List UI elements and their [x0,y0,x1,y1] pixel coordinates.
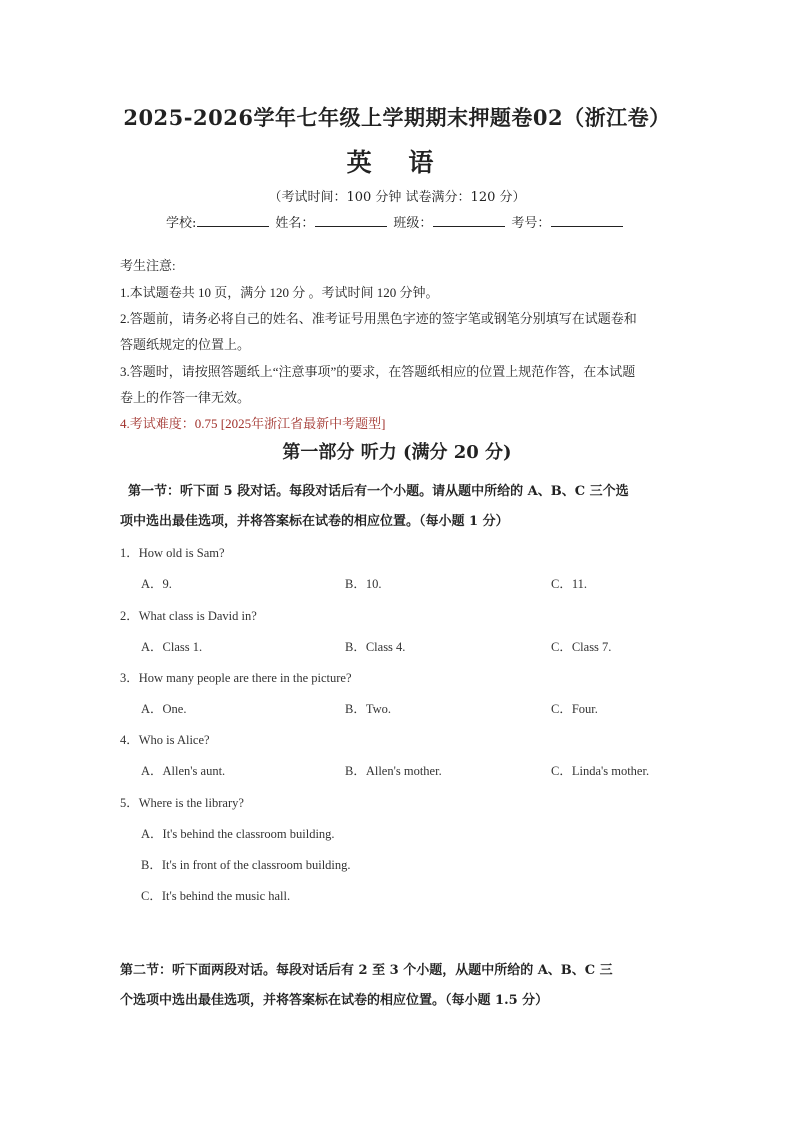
q2-option-c[interactable]: C．Class 7. [551,640,612,654]
question-4: 4．Who is Alice? [120,733,210,747]
q1-option-a[interactable]: A．9. [141,577,172,591]
question-3: 3．How many people are there in the picture? [120,671,352,685]
q4-option-a[interactable]: A．Allen's aunt. [141,764,226,778]
q4-option-b[interactable]: B．Allen's mother. [345,764,442,778]
section1-instructions-line2: 项中选出最佳选项，并将答案标在试卷的相应位置。（每小题 1 分） [120,514,509,529]
exam-number-blank[interactable] [551,213,623,227]
exam-number-field [511,212,623,231]
q3-option-c[interactable]: C．Four. [551,702,598,716]
class-blank[interactable] [433,213,505,227]
difficulty-note: 4.考试难度：0.75 [2025年浙江省最新中考题型] [120,416,386,431]
name-label: 姓名： [275,216,315,231]
q3-option-b[interactable]: B．Two. [345,702,392,716]
school-field [166,212,269,231]
q1-option-c[interactable]: C．11. [551,577,587,591]
notice-item-2-cont: 答题纸规定的位置上。 [120,337,251,352]
notice-item-3-cont: 卷上的作答一律无效。 [120,390,251,405]
exam-title: 2025-2026学年七年级上学期期末押题卷02（浙江卷） [123,105,671,130]
section2-instructions-line1: 第二节：听下面两段对话。每段对话后有 2 至 3 个小题，从题中所给的 A、B、C 三 [120,963,613,978]
school-blank[interactable] [197,213,269,227]
question-5: 5．Where is the library? [120,796,244,810]
section2-instructions-line2: 个选项中选出最佳选项，并将答案标在试卷的相应位置。（每小题 1.5 分） [120,993,549,1008]
name-field [275,212,387,231]
q1-option-b[interactable]: B．10. [345,577,382,591]
q5-option-a[interactable]: A．It's behind the classroom building. [141,827,335,841]
subject-title: 英 语 [346,148,448,177]
q4-option-c[interactable]: C．Linda's mother. [551,764,650,778]
class-field [393,212,505,231]
exam-info: （考试时间：100 分钟 试卷满分：120 分） [268,190,526,205]
section1-instructions-line1: 第一节：听下面 5 段对话。每段对话后有一个小题。请从题中所给的 A、B、C 三个选 [128,484,629,499]
name-blank[interactable] [315,213,387,227]
student-info-line [166,212,629,231]
notice-item-3: 3.答题时，请按照答题纸上“注意事项”的要求，在答题纸相应的位置上规范作答，在本试题 [120,364,636,379]
question-2: 2．What class is David in? [120,609,257,623]
part1-title: 第一部分 听力 (满分 20 分) [282,442,512,463]
q2-option-b[interactable]: B．Class 4. [345,640,406,654]
q3-option-a[interactable]: A．One. [141,702,187,716]
notice-heading: 考生注意: [120,258,176,273]
notice-item-1: 1.本试题卷共 10 页，满分 120 分 。考试时间 120 分钟。 [120,285,439,300]
notice-item-2: 2.答题前，请务必将自己的姓名、准考证号用黑色字迹的签字笔或钢笔分别填写在试题卷和 [120,311,637,326]
question-1: 1．How old is Sam? [120,546,225,560]
q5-option-b[interactable]: B．It's in front of the classroom building. [141,858,351,872]
class-label: 班级： [393,216,433,231]
q5-option-c[interactable]: C．It's behind the music hall. [141,889,291,903]
exam-number-label: 考号： [511,216,551,231]
q2-option-a[interactable]: A．Class 1. [141,640,203,654]
school-label: 学校: [166,216,197,231]
